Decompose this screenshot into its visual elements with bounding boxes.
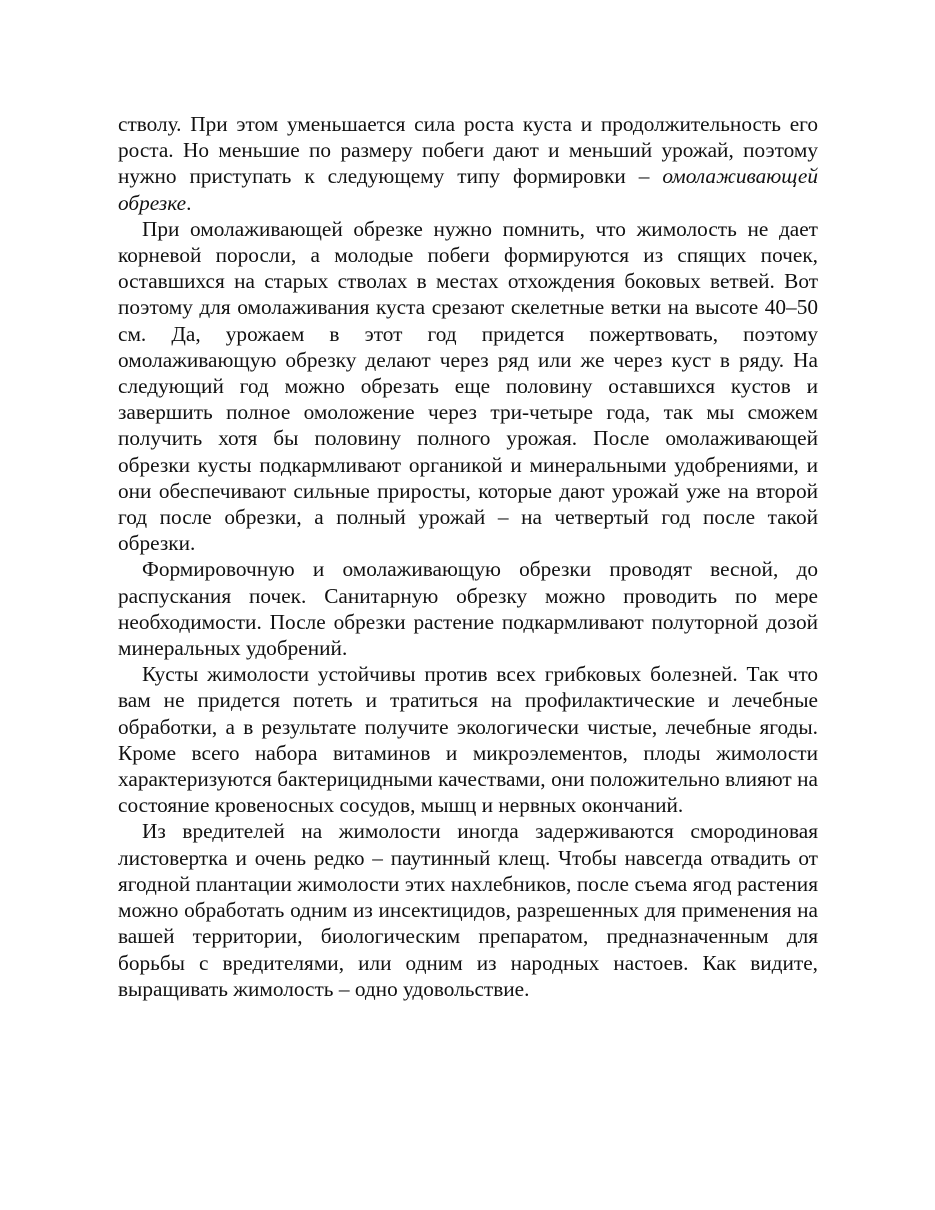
paragraph-5: Из вредителей на жимолости иногда задерживаются смородиновая листовертка и очень редко – паутинный клещ. Чтобы навсегда отвадить от ягодной плантации жимолости этих нахлебников, после съема ягод растения можно обработать одним из инсектицидов, разрешенных для применения на вашей территории, биологическим препаратом, предназначенным для борьбы с вредителями, или одним из народных настоев. Как видите, выращивать жимолость – одно удовольствие.: [118, 819, 818, 1001]
paragraph-1-text: стволу. При этом уменьшается сила роста куста и продолжительность его роста. Но меньшие по размеру побеги дают и меньший урожай, поэтому нужно приступать к следующему типу формировки –: [118, 112, 818, 189]
paragraph-1-end: .: [186, 190, 192, 215]
paragraph-1-emphasis: омолаживающей обрезке: [118, 164, 818, 215]
document-page: [118, 111, 818, 1002]
paragraph-1: [118, 111, 818, 216]
paragraph-2: При омолаживающей обрезке нужно помнить, что жимолость не дает корневой поросли, а молодые побеги формируются из спящих почек, оставшихся на старых стволах в местах отхождения боковых ветвей. Вот поэтому для омолаживания куста срезают скелетные ветки на высоте 40–50 см. Да, урожаем в этот год придется пожертвовать, поэтому омолаживающую обрезку делают через ряд или же через куст в ряду. На следующий год можно обрезать еще половину оставшихся кустов и завершить полное омоложение через три-четыре года, так мы сможем получить хотя бы половину полного урожая. После омолаживающей обрезки кусты подкармливают органикой и минеральными удобрениями, и они обеспечивают сильные приросты, которые дают урожай уже на второй год после обрезки, а полный урожай – на четвертый год после такой обрезки.: [118, 216, 818, 556]
paragraph-3: Формировочную и омолаживающую обрезки проводят весной, до распускания почек. Санитарную обрезку можно проводить по мере необходимости. После обрезки растение подкармливают полуторной дозой минеральных удобрений.: [118, 557, 818, 661]
paragraph-4: Кусты жимолости устойчивы против всех грибковых болезней. Так что вам не придется потеть и тратиться на профилактические и лечебные обработки, а в результате получите экологически чистые, лечебные ягоды. Кроме всего набора витаминов и микроэлементов, плоды жимолости характеризуются бактерицидными качествами, они положительно влияют на состояние кровеносных сосудов, мышц и нервных окончаний.: [118, 662, 818, 818]
